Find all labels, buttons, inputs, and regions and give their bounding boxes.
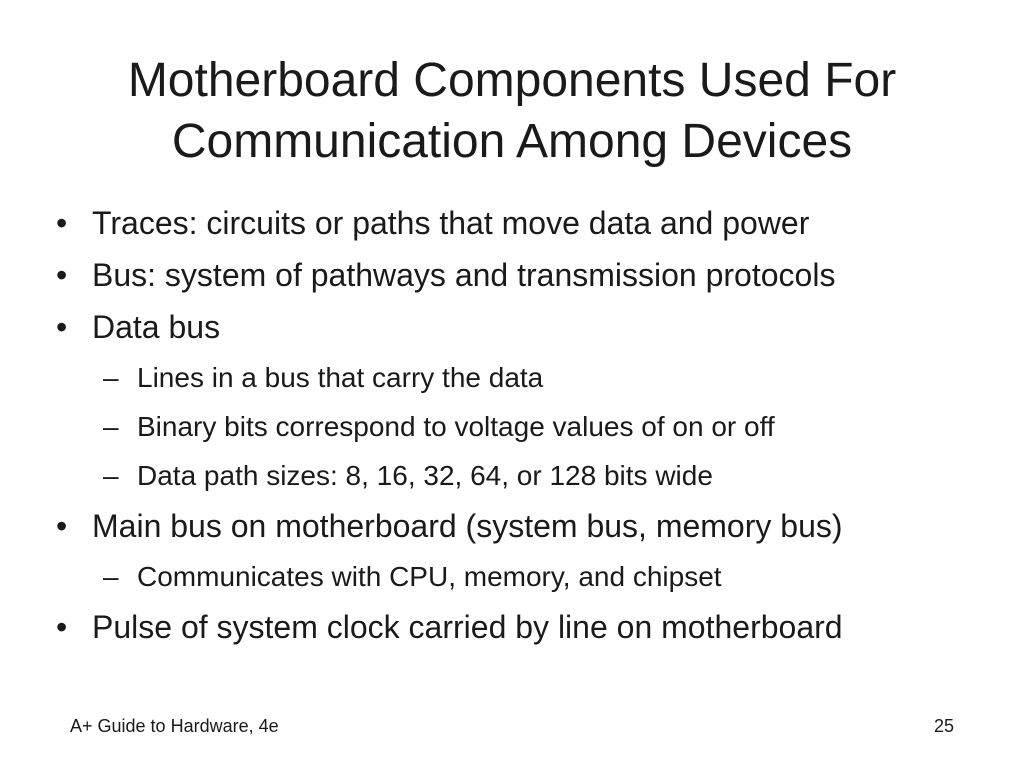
bullet-item	[0, 608, 1024, 646]
bullet-text: Traces: circuits or paths that move data and power	[92, 205, 810, 241]
sub-bullet-text: Communicates with CPU, memory, and chipset	[137, 561, 722, 592]
bullet-marker: •	[56, 205, 68, 241]
bullet-item	[0, 256, 1024, 294]
bullet-item	[0, 204, 1024, 242]
sub-bullet-item	[0, 410, 1024, 444]
sub-bullet-marker: –	[103, 362, 119, 393]
bullet-text: Pulse of system clock carried by line on motherboard	[92, 609, 843, 645]
sub-bullet-item	[0, 560, 1024, 594]
bullet-marker: •	[56, 309, 68, 345]
sub-bullet-text: Data path sizes: 8, 16, 32, 64, or 128 bits wide	[137, 460, 713, 491]
sub-bullet-text: Binary bits correspond to voltage values of on or off	[137, 411, 775, 442]
bullet-text: Data bus	[92, 309, 221, 345]
bullet-text: Bus: system of pathways and transmission protocols	[92, 257, 836, 293]
bullet-marker: •	[56, 508, 68, 544]
sub-bullet-marker: –	[103, 561, 119, 592]
sub-bullet-marker: –	[103, 460, 119, 491]
slide-title-line-1: Motherboard Components Used For	[127, 54, 897, 107]
sub-bullet-item	[0, 361, 1024, 395]
sub-bullet-item	[0, 459, 1024, 493]
bullet-item	[0, 308, 1024, 346]
slide-title-line-2: Communication Among Devices	[171, 115, 853, 168]
bullet-text: Main bus on motherboard (system bus, memory bus)	[92, 508, 843, 544]
bullet-marker: •	[56, 257, 68, 293]
page-number: 25	[933, 716, 954, 736]
slide-title	[40, 50, 984, 172]
bullet-marker: •	[56, 609, 68, 645]
footer-book-title: A+ Guide to Hardware, 4e	[70, 716, 279, 736]
bullet-list	[0, 200, 1024, 646]
bullet-item	[0, 507, 1024, 545]
sub-bullet-marker: –	[103, 411, 119, 442]
sub-bullet-text: Lines in a bus that carry the data	[137, 362, 544, 393]
